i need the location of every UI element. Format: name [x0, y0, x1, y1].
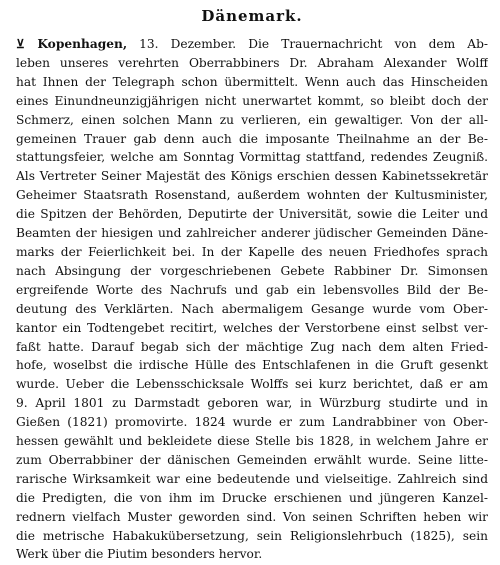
article-line: eines Einundneunzigjährigen nicht unerwartet kommt, so bleibt doch der: [16, 93, 488, 108]
article-line: Geheimer Staatsrath Rosenstand, außerdem wohnten der Kultusminister,: [16, 188, 488, 203]
article-line: nach Absingung der vorgeschriebenen Gebete Rabbiner Dr. Simonsen: [16, 263, 488, 278]
article-line: kantor ein Todtengebet recitirt, welches der Verstorbene einst selbst ver-: [16, 320, 488, 335]
article-line: zum Oberrabbiner der dänischen Gemeinden erwählt wurde. Seine litte-: [16, 452, 488, 467]
article-line: Als Vertreter Seiner Majestät des Königs erschien dessen Kabinetssekretär: [16, 169, 488, 184]
section-heading: Dänemark.: [201, 7, 303, 25]
article-line: Beamten der hiesigen und zahlreicher anderer jüdischer Gemeinden Däne-: [16, 226, 488, 241]
article-line: stattungsfeier, welche am Sonntag Vormittag stattfand, redendes Zeugniß.: [16, 150, 488, 165]
article-line: die metrische Habakukübersetzung, sein Religionslehrbuch (1825), sein: [16, 528, 488, 543]
article-line: rarische Wirksamkeit war eine bedeutende und vielseitige. Zahlreich sind: [16, 471, 488, 486]
article-body: [16, 35, 488, 564]
article-line: deutung des Verklärten. Nach abermaligem Gesange wurde vom Ober-: [16, 301, 488, 316]
article-line: rednern vielfach Muster geworden sind. Von seinen Schriften heben wir: [16, 509, 488, 524]
article-line: wurde. Ueber die Lebensschicksale Wolffs sei kurz berichtet, daß er am: [16, 377, 488, 392]
article-line: hofe, woselbst die irdische Hülle des Entschlafenen in die Gruft gesenkt: [16, 358, 488, 373]
dateline: ⊻ Kopenhagen,: [16, 37, 128, 51]
article-line-1: [16, 35, 488, 54]
article-line: marks der Feierlichkeit bei. In der Kapelle des neuen Friedhofes sprach: [16, 244, 488, 259]
article-line: 9. April 1801 zu Darmstadt geboren war, in Würzburg studirte und in: [16, 396, 488, 411]
article-line: die Spitzen der Behörden, Deputirte der Universität, sowie die Leiter und: [16, 207, 488, 222]
article-line: gemeinen Trauer gab denn auch die imposante Theilnahme an der Be-: [16, 131, 488, 146]
article-line-last: Werk über die Piutim besonders hervor.: [16, 547, 263, 562]
article-line-1-text: 13. Dezember. Die Trauernachricht von dem Ab-: [139, 37, 488, 51]
article-line: die Predigten, die von ihm im Drucke erschienen und jüngeren Kanzel-: [16, 490, 488, 505]
article-line: Schmerz, einen solchen Mann zu verlieren, ein gewaltiger. Von der all-: [16, 112, 488, 127]
article-line: Gießen (1821) promovirte. 1824 wurde er zum Landrabbiner von Ober-: [16, 415, 488, 430]
article-line: ergreifende Worte des Nachrufs und gab ein lebensvolles Bild der Be-: [16, 282, 488, 297]
article-line: hat Ihnen der Telegraph schon übermittelt. Wenn auch das Hinscheiden: [16, 74, 488, 89]
article-line: hessen gewählt und bekleidete diese Stelle bis 1828, in welchem Jahre er: [16, 434, 488, 449]
article-line: faßt hatte. Darauf begab sich der mächtige Zug nach dem alten Fried-: [16, 339, 488, 354]
article-line: leben unseres verehrten Oberrabbiners Dr. Abraham Alexander Wolff: [16, 55, 488, 70]
